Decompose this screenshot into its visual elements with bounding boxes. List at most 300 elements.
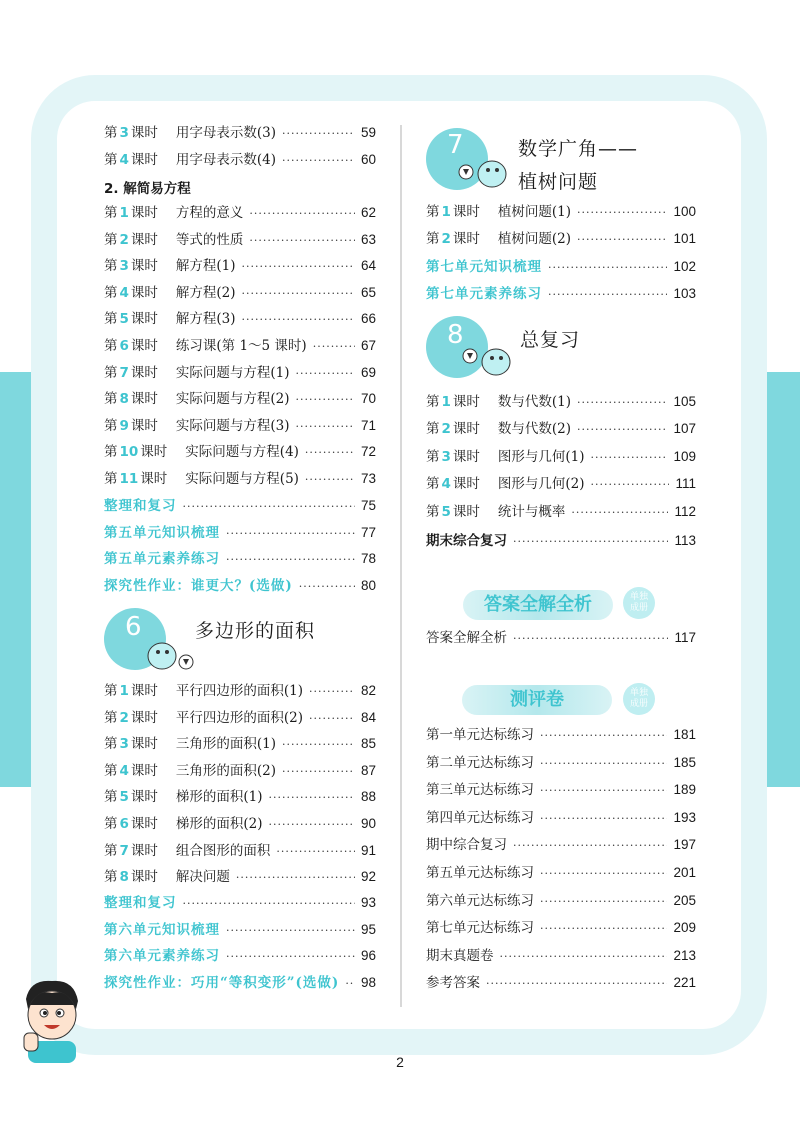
lesson-label — [426, 202, 480, 222]
lesson-label — [104, 867, 158, 887]
lesson-number: 1 — [119, 683, 129, 699]
page-ref: 71 — [360, 417, 376, 433]
badge-line1: 单独 — [629, 688, 648, 698]
leader-dots — [183, 894, 355, 914]
toc-row — [104, 867, 376, 887]
lesson-prefix: 第 — [426, 503, 440, 520]
entry-title: 第五单元知识梳理 — [104, 524, 220, 541]
toc-row — [104, 123, 376, 143]
page-ref: 209 — [673, 920, 696, 936]
leader-dots — [540, 781, 667, 801]
leader-dots — [577, 393, 667, 413]
entry-title: 梯形的面积(1) — [175, 789, 263, 806]
entry-title: 探究性作业：巧用“等积变形”(选做) — [104, 974, 340, 991]
leader-dots — [540, 864, 667, 884]
lesson-label — [104, 309, 158, 329]
toc-row — [104, 230, 376, 250]
review-row — [104, 973, 376, 993]
entry-title: 第六单元知识梳理 — [104, 921, 220, 938]
entry-title: 第五单元达标练习 — [426, 865, 534, 881]
toc-row — [104, 256, 376, 276]
page-ref: 70 — [360, 391, 376, 407]
lesson-label — [104, 416, 158, 436]
test-row — [426, 973, 696, 993]
page-ref: 107 — [673, 421, 696, 437]
entry-title: 等式的性质 — [175, 231, 244, 248]
entry-title: 第一单元达标练习 — [426, 727, 534, 743]
lesson-label — [104, 389, 158, 409]
entry-title: 数与代数(2) — [497, 421, 572, 438]
entry-title: 方程的意义 — [175, 205, 244, 221]
boy-thumbs-up-icon — [18, 975, 88, 1063]
leader-dots — [571, 503, 668, 523]
leader-dots — [242, 284, 355, 304]
page-ref: 65 — [360, 284, 376, 300]
lesson-prefix: 第 — [104, 258, 118, 275]
page-ref: 82 — [360, 683, 376, 698]
lesson-prefix: 第 — [426, 204, 440, 220]
lesson-label — [104, 734, 158, 754]
entry-title: 第七单元知识梳理 — [426, 259, 542, 275]
test-row — [426, 835, 696, 855]
toc-row — [104, 336, 376, 356]
page-ref: 85 — [360, 736, 376, 752]
lesson-label — [104, 203, 158, 223]
page-ref: 90 — [360, 816, 376, 831]
toc-row — [104, 416, 376, 436]
lesson-prefix: 第 — [104, 789, 118, 806]
entry-title: 实际问题与方程(4) — [185, 444, 299, 461]
page-ref: 92 — [360, 869, 376, 885]
lesson-number: 3 — [119, 125, 129, 141]
review-row — [104, 549, 376, 569]
leader-dots — [591, 475, 670, 495]
tests-section-pill: 测评卷 — [462, 685, 612, 715]
leader-dots — [305, 470, 355, 490]
page-ref: 101 — [673, 230, 696, 246]
toc-row — [104, 761, 376, 781]
lesson-suffix: 课时 — [130, 125, 158, 141]
lesson-prefix: 第 — [104, 736, 118, 753]
page-ref: 100 — [673, 204, 696, 219]
lesson-suffix: 课时 — [130, 391, 158, 408]
section-title: 2. 解简易方程 — [104, 181, 191, 197]
unit-8-number: 8 — [447, 320, 464, 350]
leader-dots — [269, 815, 355, 835]
toc-row — [104, 787, 376, 807]
review-row — [104, 946, 376, 966]
toc-row — [104, 389, 376, 409]
leader-dots — [282, 762, 355, 782]
entry-title: 第七单元达标练习 — [426, 920, 534, 937]
lesson-prefix: 第 — [426, 230, 440, 247]
page-ref: 60 — [360, 151, 376, 167]
lesson-number: 1 — [119, 205, 129, 221]
toc-row — [426, 419, 696, 439]
review-row — [104, 893, 376, 913]
leader-dots — [540, 809, 667, 829]
lesson-suffix: 课时 — [130, 258, 158, 275]
entry-title: 平行四边形的面积(1) — [175, 683, 304, 699]
page-ref: 78 — [360, 551, 376, 567]
lesson-suffix: 课时 — [130, 151, 158, 168]
entry-title: 数与代数(1) — [497, 394, 572, 410]
entry-title: 解方程(1) — [175, 258, 236, 275]
page-ref: 91 — [360, 842, 376, 858]
lesson-suffix: 课时 — [130, 789, 158, 806]
page-ref: 185 — [673, 754, 696, 770]
lesson-prefix: 第 — [426, 394, 440, 410]
leader-dots — [236, 868, 355, 888]
lesson-label — [104, 787, 158, 807]
page-ref: 111 — [675, 476, 696, 492]
lesson-prefix: 第 — [426, 448, 440, 465]
unit-6-number: 6 — [125, 612, 142, 642]
leader-dots — [296, 390, 355, 410]
entry-title: 整理和复习 — [104, 498, 177, 514]
page-ref: 221 — [673, 975, 696, 991]
page-ref: 105 — [673, 394, 696, 409]
unit-7-title-line2: 植树问题 — [518, 171, 599, 193]
leader-dots — [226, 921, 355, 941]
lesson-prefix: 第 — [104, 311, 118, 328]
entry-title: 平行四边形的面积(2) — [175, 709, 304, 726]
lesson-suffix: 课时 — [140, 471, 168, 487]
lesson-number: 11 — [119, 471, 139, 487]
leader-dots — [242, 257, 355, 277]
leader-dots — [183, 497, 355, 517]
lesson-number: 2 — [441, 421, 451, 438]
lesson-label — [104, 708, 158, 728]
page-ref: 95 — [360, 921, 376, 937]
leader-dots — [282, 124, 355, 144]
lesson-number: 3 — [119, 736, 129, 753]
test-row — [426, 725, 696, 745]
leader-dots — [345, 974, 355, 994]
entry-title: 实际问题与方程(3) — [175, 417, 290, 434]
test-row — [426, 808, 696, 828]
test-row — [426, 918, 696, 938]
leader-dots — [309, 682, 355, 702]
entry-title: 统计与概率 — [497, 503, 566, 520]
toc-row — [104, 734, 376, 754]
leader-dots — [513, 836, 667, 856]
entry-title: 植树问题(2) — [497, 230, 572, 247]
lesson-suffix: 课时 — [452, 476, 480, 493]
leader-dots — [548, 258, 667, 278]
lesson-suffix: 课时 — [452, 394, 480, 410]
entry-title: 组合图形的面积 — [175, 842, 271, 859]
test-row — [426, 753, 696, 773]
lesson-prefix: 第 — [104, 471, 118, 487]
unit-8-title: 总复习 — [520, 329, 581, 351]
dinosaur-with-ball-icon — [456, 154, 511, 194]
lesson-prefix: 第 — [104, 816, 118, 832]
lesson-prefix: 第 — [104, 709, 118, 726]
lesson-suffix: 课时 — [130, 736, 158, 753]
unit-7-number: 7 — [447, 130, 464, 160]
entry-title: 第三单元达标练习 — [426, 782, 534, 799]
entry-title: 三角形的面积(2) — [175, 762, 277, 779]
entry-title: 第七单元素养练习 — [426, 285, 542, 302]
lesson-label — [104, 336, 158, 356]
lesson-prefix: 第 — [104, 683, 118, 699]
lesson-suffix: 课时 — [130, 762, 158, 779]
lesson-prefix: 第 — [104, 125, 118, 141]
leader-dots — [500, 947, 668, 967]
page-ref: 181 — [673, 727, 696, 742]
page-ref: 201 — [673, 865, 696, 880]
leader-dots — [296, 364, 355, 384]
entry-title: 图形与几何(1) — [497, 448, 585, 465]
lesson-label — [104, 841, 158, 861]
answers-section-pill: 答案全解全析 — [463, 590, 613, 620]
lesson-label — [104, 442, 167, 462]
toc-row — [104, 841, 376, 861]
lesson-number: 1 — [441, 394, 451, 410]
lesson-number: 2 — [119, 231, 129, 248]
toc-row — [426, 474, 696, 494]
entry-title: 第五单元素养练习 — [104, 551, 220, 568]
entry-title: 练习课(第 1～5 课时) — [175, 338, 307, 354]
page-ref: 69 — [360, 364, 376, 380]
leader-dots — [226, 947, 355, 967]
lesson-suffix: 课时 — [452, 448, 480, 465]
page-ref: 103 — [673, 285, 696, 301]
lesson-suffix: 课时 — [452, 230, 480, 247]
column-divider — [400, 125, 402, 1007]
lesson-suffix: 课时 — [130, 311, 158, 328]
page-ref: 59 — [360, 125, 376, 140]
page-ref: 213 — [673, 947, 696, 963]
lesson-suffix: 课时 — [130, 869, 158, 886]
leader-dots — [282, 735, 355, 755]
badge-line2: 成册 — [629, 699, 648, 709]
lesson-prefix: 第 — [104, 391, 118, 408]
lesson-number: 8 — [119, 869, 129, 886]
page-ref: 66 — [360, 311, 376, 327]
final-review-row — [426, 531, 696, 551]
lesson-suffix: 课时 — [130, 709, 158, 726]
lesson-suffix: 课时 — [130, 364, 158, 381]
review-row — [104, 496, 376, 516]
leader-dots — [226, 550, 355, 570]
entry-title: 三角形的面积(1) — [175, 736, 277, 753]
toc-row — [104, 309, 376, 329]
entry-title: 用字母表示数(4) — [175, 151, 277, 168]
toc-row — [426, 502, 696, 522]
lesson-prefix: 第 — [104, 338, 118, 354]
lesson-number: 4 — [119, 762, 129, 779]
lesson-suffix: 课时 — [130, 816, 158, 832]
page-ref: 87 — [360, 762, 376, 778]
lesson-prefix: 第 — [104, 417, 118, 434]
lesson-suffix: 课时 — [130, 683, 158, 699]
badge-line1: 单独 — [629, 592, 648, 602]
entry-title: 第六单元素养练习 — [104, 948, 220, 965]
leader-dots — [299, 577, 355, 597]
entry-title: 探究性作业：谁更大？(选做) — [104, 577, 293, 594]
review-row — [426, 284, 696, 304]
lesson-number: 5 — [119, 789, 129, 806]
test-row — [426, 946, 696, 966]
page-ref: 84 — [360, 709, 376, 725]
leader-dots — [226, 524, 355, 544]
leader-dots — [540, 726, 667, 746]
unit-7-title-line1: 数学广角—— — [518, 138, 639, 160]
lesson-number: 6 — [119, 338, 129, 354]
lesson-prefix: 第 — [426, 421, 440, 438]
leader-dots — [249, 231, 355, 251]
lesson-number: 7 — [119, 364, 129, 381]
lesson-number: 3 — [441, 448, 451, 465]
page-ref: 193 — [673, 809, 696, 825]
entry-title: 第六单元达标练习 — [426, 892, 534, 909]
entry-title: 期末综合复习 — [426, 533, 507, 549]
page-ref: 80 — [360, 577, 376, 593]
lesson-suffix: 课时 — [452, 204, 480, 220]
lesson-label — [426, 419, 480, 439]
lesson-suffix: 课时 — [452, 421, 480, 438]
entry-title: 实际问题与方程(2) — [175, 391, 290, 408]
entry-title: 实际问题与方程(5) — [185, 471, 299, 487]
entry-title: 图形与几何(2) — [497, 476, 585, 493]
page-ref: 93 — [360, 895, 376, 910]
toc-row — [104, 708, 376, 728]
toc-row — [426, 229, 696, 249]
leader-dots — [591, 448, 668, 468]
test-row — [426, 891, 696, 911]
lesson-label — [104, 469, 167, 489]
lesson-number: 9 — [119, 417, 129, 434]
lesson-prefix: 第 — [104, 284, 118, 301]
page-ref: 189 — [673, 782, 696, 798]
entry-title: 期中综合复习 — [426, 837, 507, 854]
toc-row — [104, 283, 376, 303]
leader-dots — [305, 443, 355, 463]
answers-row — [426, 628, 696, 648]
page-ref: 205 — [673, 892, 696, 908]
lesson-label — [104, 814, 158, 834]
lesson-suffix: 课时 — [130, 842, 158, 859]
page-ref: 102 — [673, 259, 696, 274]
toc-row — [426, 447, 696, 467]
page-ref: 64 — [360, 258, 376, 274]
page-ref: 72 — [360, 444, 376, 460]
test-row — [426, 863, 696, 883]
entry-title: 整理和复习 — [104, 895, 177, 911]
page-ref: 63 — [360, 231, 376, 247]
dinosaur-mascot-icon — [140, 636, 195, 676]
standalone-badge — [623, 587, 655, 619]
toc-row — [104, 469, 376, 489]
lesson-label — [104, 256, 158, 276]
lesson-label — [426, 392, 480, 412]
lesson-suffix: 课时 — [130, 284, 158, 301]
page-ref: 112 — [674, 503, 696, 519]
lesson-label — [104, 681, 158, 701]
entry-title: 梯形的面积(2) — [175, 816, 263, 832]
lesson-suffix: 课时 — [130, 205, 158, 221]
page-ref: 197 — [673, 837, 696, 853]
lesson-suffix: 课时 — [140, 444, 168, 461]
toc-row — [426, 392, 696, 412]
page-ref: 98 — [360, 974, 376, 990]
page-ref: 109 — [673, 448, 696, 464]
page-ref: 77 — [360, 524, 376, 540]
lesson-number: 3 — [119, 258, 129, 275]
review-row — [104, 576, 376, 596]
lesson-number: 8 — [119, 391, 129, 408]
lesson-label — [104, 123, 158, 143]
lesson-number: 2 — [119, 709, 129, 726]
lesson-number: 4 — [119, 284, 129, 301]
leader-dots — [577, 420, 667, 440]
lesson-number: 6 — [119, 816, 129, 832]
leader-dots — [242, 310, 355, 330]
lesson-suffix: 课时 — [130, 231, 158, 248]
leader-dots — [309, 709, 355, 729]
toc-row — [104, 814, 376, 834]
lesson-label — [426, 229, 480, 249]
leader-dots — [513, 532, 668, 552]
lesson-number: 1 — [441, 204, 451, 220]
page-ref: 67 — [360, 338, 376, 353]
toc-row — [104, 442, 376, 462]
entry-title: 第二单元达标练习 — [426, 754, 534, 771]
standalone-badge — [623, 683, 655, 715]
lesson-suffix: 课时 — [130, 417, 158, 434]
lesson-suffix: 课时 — [130, 338, 158, 354]
leader-dots — [313, 337, 355, 357]
entry-title: 解决问题 — [175, 869, 230, 886]
page-ref: 62 — [360, 205, 376, 220]
lesson-prefix: 第 — [104, 205, 118, 221]
lesson-label — [104, 761, 158, 781]
lesson-prefix: 第 — [104, 444, 118, 461]
review-row — [426, 257, 696, 277]
entry-title: 期末真题卷 — [426, 947, 494, 964]
leader-dots — [486, 974, 667, 994]
lesson-number: 2 — [441, 230, 451, 247]
lesson-number: 10 — [119, 444, 139, 461]
leader-dots — [249, 204, 355, 224]
leader-dots — [296, 417, 355, 437]
page-ref: 96 — [360, 948, 376, 964]
lesson-label — [426, 474, 480, 494]
leader-dots — [548, 285, 667, 305]
entry-title: 参考答案 — [426, 975, 480, 992]
leader-dots — [269, 788, 355, 808]
lesson-prefix: 第 — [426, 476, 440, 493]
lesson-label — [104, 283, 158, 303]
lesson-prefix: 第 — [104, 231, 118, 248]
leader-dots — [513, 629, 668, 649]
entry-title: 答案全解全析 — [426, 630, 507, 646]
review-row — [104, 920, 376, 940]
lesson-label — [104, 230, 158, 250]
leader-dots — [276, 842, 355, 862]
lesson-label — [104, 363, 158, 383]
badge-line2: 成册 — [629, 603, 648, 613]
page-ref: 75 — [360, 498, 376, 513]
lesson-label — [426, 447, 480, 467]
entry-title: 解方程(2) — [175, 284, 236, 301]
entry-title: 第四单元达标练习 — [426, 809, 534, 826]
dinosaur-with-ball-icon — [460, 342, 515, 382]
lesson-prefix: 第 — [104, 151, 118, 168]
leader-dots — [540, 754, 667, 774]
